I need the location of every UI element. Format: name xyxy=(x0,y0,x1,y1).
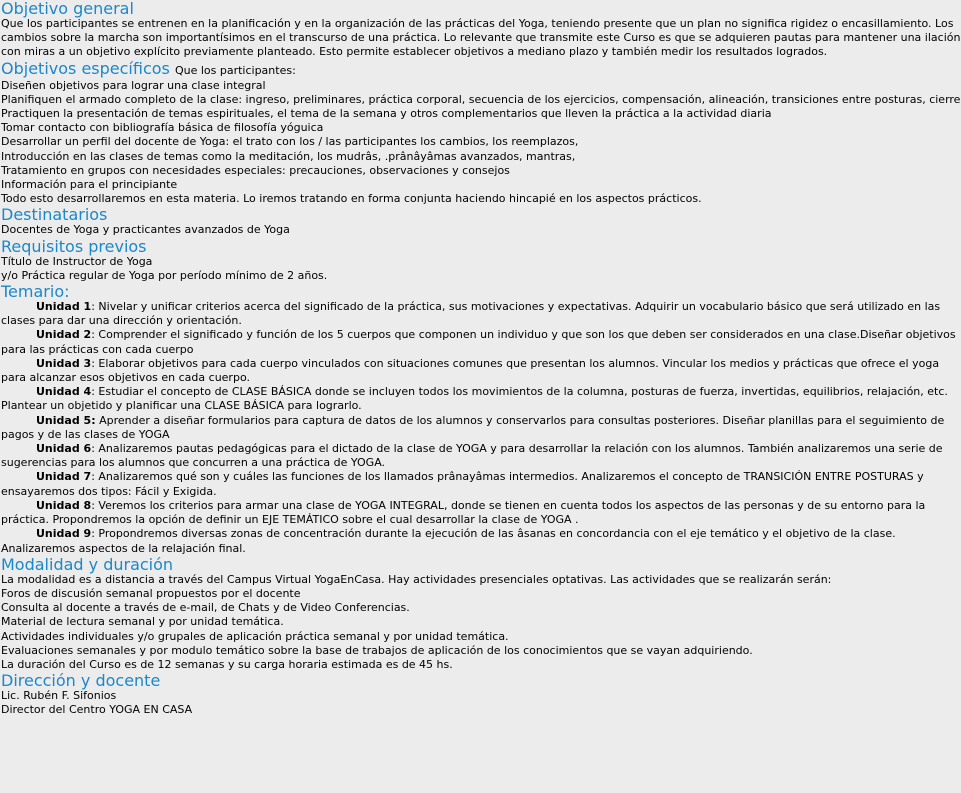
section-title: Temario: xyxy=(1,282,70,302)
unit-item xyxy=(1,328,961,356)
section-objetivos-especificos xyxy=(1,60,961,207)
unit-item xyxy=(1,357,961,385)
list-item: Introducción en las clases de temas como la meditación, los mudrâs, .prânâyâmas avanzados, mantras, xyxy=(1,149,576,163)
list-item: Consulta al docente a través de e-mail, de Chats y de Video Conferencias. xyxy=(1,601,410,615)
section-title: Objetivo general xyxy=(1,0,134,18)
section-modalidad xyxy=(1,556,961,672)
list-item: Lic. Rubén F. Sifonios xyxy=(1,689,117,703)
unit-label: Unidad 2 xyxy=(36,328,92,342)
list-item: La modalidad es a distancia a través del Campus Virtual YogaEnCasa. Hay actividades presenciales optativas. Las actividades que se realizarán serán: xyxy=(1,572,832,586)
unit-label: Unidad 9 xyxy=(36,527,92,541)
unit-item xyxy=(1,527,961,555)
list-item: Evaluaciones semanales y por modulo temático sobre la base de trabajos de aplicación de los conocimientos que se vayan adquiriendo. xyxy=(1,643,753,657)
unit-text: : Propondremos diversas zonas de concentración durante la ejecución de las âsanas en concordancia con el eje temático y el objetivo de la clase. Analizaremos aspectos de la relajación final. xyxy=(1,527,896,555)
list-item: y/o Práctica regular de Yoga por período mínimo de 2 años. xyxy=(1,268,328,282)
unit-text: : Comprender el significado y función de los 5 cuerpos que componen un individuo y que son los que deben ser considerados en una clase.Diseñar objetivos para las prácticas con cada cuerpo xyxy=(1,328,956,356)
unit-item xyxy=(1,414,961,442)
unit-item xyxy=(1,300,961,328)
list-item: Título de Instructor de Yoga xyxy=(1,254,153,268)
unit-text: : Estudiar el concepto de CLASE BÁSICA donde se incluyen todos los movimientos de la columna, posturas de fuerza, invertidas, equilibrios, relajación, etc. Plantear un objetido y planificar una CLASE BÁSICA para lograrlo. xyxy=(1,385,948,413)
list-item: Practiquen la presentación de temas espirituales, el tema de la semana y otros complementarios que lleven la práctica a la actividad diaria xyxy=(1,107,772,121)
unit-item xyxy=(1,499,961,527)
list-item: Foros de discusión semanal propuestos por el docente xyxy=(1,586,301,600)
unit-text: Aprender a diseñar formularios para captura de datos de los alumnos y conservarlos para consultas posteriores. Diseñar planillas para el seguimiento de pagos y de las clases de YOGA xyxy=(1,413,945,441)
list-item: Planifiquen el armado completo de la clase: ingreso, preliminares, práctica corporal, secuencia de los ejercicios, compensación, alineación, transiciones entre posturas, cierre xyxy=(1,92,961,106)
section-direccion xyxy=(1,672,961,717)
section-title: Dirección y docente xyxy=(1,671,161,691)
section-title: Modalidad y duración xyxy=(1,554,174,574)
section-title: Requisitos previos xyxy=(1,236,147,256)
section-temario xyxy=(1,283,961,556)
section-requisitos xyxy=(1,238,961,283)
list-item: Información para el principiante xyxy=(1,178,178,192)
unit-item xyxy=(1,385,961,413)
list-item: Tomar contacto con bibliografía básica de filosofía yóguica xyxy=(1,121,324,135)
list-item: La duración del Curso es de 12 semanas y su carga horaria estimada es de 45 hs. xyxy=(1,657,453,671)
section-destinatarios xyxy=(1,206,961,237)
section-intro: Que los participantes: xyxy=(174,63,296,77)
section-objetivo-general xyxy=(1,0,961,60)
unit-label: Unidad 6 xyxy=(36,442,92,456)
list-item: Actividades individuales y/o grupales de aplicación práctica semanal y por unidad temática. xyxy=(1,629,509,643)
unit-item xyxy=(1,442,961,470)
unit-label: Unidad 3 xyxy=(36,356,92,370)
list-item: Director del Centro YOGA EN CASA xyxy=(1,703,193,717)
unit-label: Unidad 4 xyxy=(36,385,92,399)
unit-item xyxy=(1,470,961,498)
unit-text: : Nivelar y unificar criterios acerca del significado de la práctica, sus motivaciones y expectativas. Adquirir un vocabulario básico que será utilizado en las clases para dar una dirección y orientación. xyxy=(1,300,941,328)
list-item: Todo esto desarrollaremos en esta materia. Lo iremos tratando en forma conjunta haciendo hincapié en los aspectos prácticos. xyxy=(1,192,702,206)
list-item: Tratamiento en grupos con necesidades especiales: precauciones, observaciones y consejos xyxy=(1,163,510,177)
list-item: Material de lectura semanal y por unidad temática. xyxy=(1,615,284,629)
unit-text: : Analizaremos pautas pedagógicas para el dictado de la clase de YOGA y para desarrollar la relación con los alumnos. También analizaremos una serie de sugerencias para los alumnos que concurren a una práctica de YOGA. xyxy=(1,442,943,470)
paragraph: Que los participantes se entrenen en la planificación y en la organización de las prácticas del Yoga, teniendo presente que un plan no significa rigidez o encasillamiento. Los cambios sobre la marcha son importantísimos en el transcurso de una práctica. Lo relevante que transmite este Curso es que se adquieren pautas para mantener una ilación con miras a un objetivo explícito previamente planteado. Esto permite establecer objetivos a mediano plazo y también medir los resultados logrados. xyxy=(1,17,961,59)
unit-label: Unidad 5: xyxy=(36,413,96,427)
section-title: Objetivos específicos Que los participantes: xyxy=(1,58,296,78)
unit-text: : Analizaremos qué son y cuáles las funciones de los llamados prânayâmas intermedios. Analizaremos el concepto de TRANSICIÓN ENTRE POSTURAS y ensayaremos dos tipos: Fácil y Exigida. xyxy=(1,470,924,498)
unit-text: : Elaborar objetivos para cada cuerpo vinculados con situaciones comunes que presentan los alumnos. Vincular los medios y prácticas que ofrece el yoga para alcanzar esos objetivos en cada cuerpo. xyxy=(1,356,940,385)
section-title: Destinatarios xyxy=(1,205,108,225)
unit-label: Unidad 7 xyxy=(36,470,92,484)
list-item: Diseñen objetivos para lograr una clase integral xyxy=(1,78,266,92)
unit-label: Unidad 8 xyxy=(36,498,92,512)
unit-label: Unidad 1 xyxy=(36,300,92,314)
list-item: Docentes de Yoga y practicantes avanzados de Yoga xyxy=(1,223,290,237)
list-item: Desarrollar un perfil del docente de Yoga: el trato con los / las participantes los cambios, los reemplazos, xyxy=(1,135,579,149)
unit-text: : Veremos los criterios para armar una clase de YOGA INTEGRAL, donde se tienen en cuenta todos los aspectos de las personas y de su entorno para la práctica. Propondremos la opción de definir un EJE TEMÁTICO sobre el cual desarrollar la clase de YOGA . xyxy=(1,498,926,527)
